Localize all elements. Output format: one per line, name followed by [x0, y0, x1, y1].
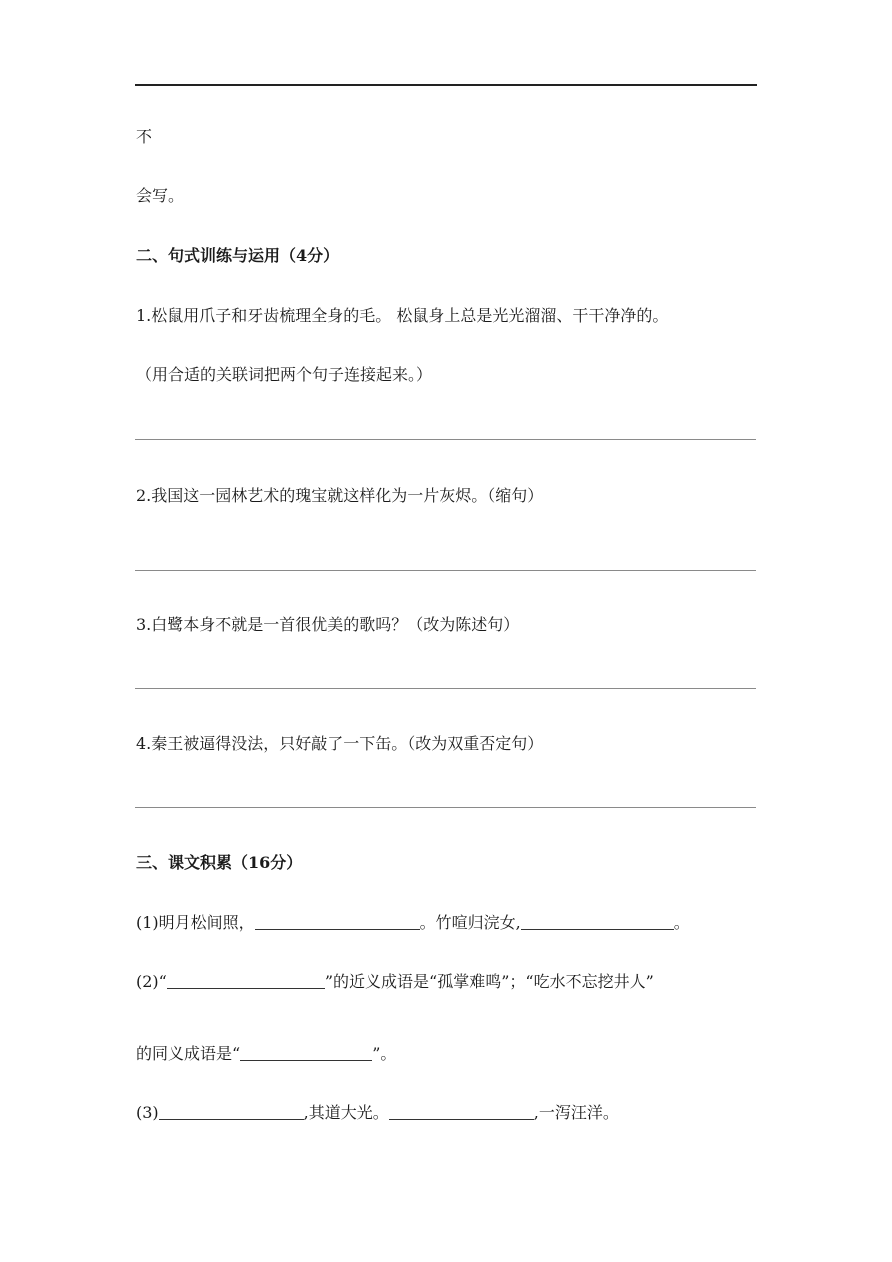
item-3-text-c: ,一泻汪洋。 [533, 1103, 619, 1122]
recitation-item-2 [136, 969, 654, 992]
text-fragment-2: 会写。 [136, 186, 185, 205]
answer-line-3[interactable] [135, 688, 756, 689]
item-1-text-c: 。 [673, 913, 690, 932]
question-1-text: 1.松鼠用爪子和牙齿梳理全身的毛。 松鼠身上总是光光溜溜、干干净净的。 [136, 306, 669, 325]
recitation-item-3 [136, 1100, 619, 1123]
item-2-text-c: 的同义成语是“ [136, 1044, 241, 1063]
answer-line-4[interactable] [135, 807, 756, 808]
fill-blank-5[interactable] [159, 1103, 304, 1120]
section2-heading: 二、句式训练与运用（4分） [136, 246, 340, 265]
question-4-text: 4.秦王被逼得没法，只好敲了一下缶。（改为双重否定句） [136, 734, 544, 753]
answer-line-2[interactable] [135, 570, 756, 571]
fill-blank-2[interactable] [521, 913, 674, 930]
question-1-instruction: （用合适的关联词把两个句子连接起来。） [136, 365, 433, 384]
fill-blank-3[interactable] [167, 972, 325, 989]
section3-heading: 三、课文积累（16分） [136, 853, 303, 872]
fill-blank-4[interactable] [240, 1044, 372, 1061]
fill-blank-1[interactable] [255, 913, 420, 930]
item-2-text-a: (2)“ [136, 972, 167, 991]
item-3-text-a: (3) [136, 1103, 159, 1122]
item-3-text-b: ,其道大光。 [303, 1103, 389, 1122]
recitation-item-2-cont [136, 1041, 396, 1064]
item-1-text-b: 。竹喧归浣女, [419, 913, 521, 932]
fill-blank-6[interactable] [389, 1103, 534, 1120]
item-2-text-d: ”。 [372, 1044, 397, 1063]
header-rule [135, 84, 757, 86]
text-fragment-1: 不 [136, 127, 153, 146]
item-1-text-a: (1)明月松间照， [136, 913, 255, 932]
question-2-text: 2.我国这一园林艺术的瑰宝就这样化为一片灰烬。（缩句） [136, 486, 544, 505]
recitation-item-1 [136, 910, 690, 933]
item-2-text-b: ”的近义成语是“孤掌难鸣”；“吃水不忘挖井人” [324, 972, 654, 991]
answer-line-1[interactable] [135, 439, 756, 440]
question-3-text: 3.白鹭本身不就是一首很优美的歌吗？（改为陈述句） [136, 615, 520, 634]
